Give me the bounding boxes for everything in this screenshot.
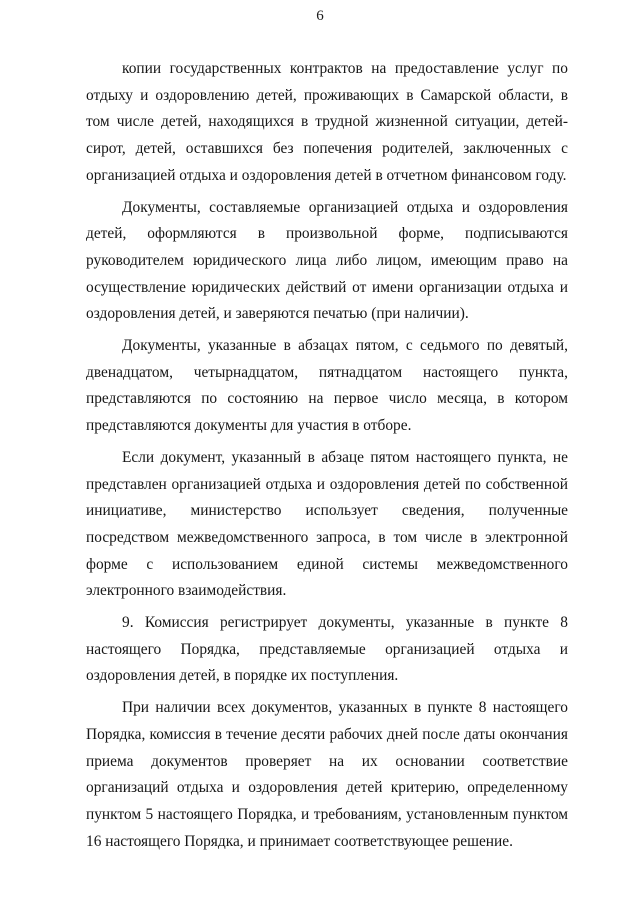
paragraph-document-form: Документы, составляемые организацией отдыха и оздоровления детей, оформляются в произвольной форме, подписываются руководителем юридического лица либо лицом, имеющим право на осуществление юридических действий от имени организации отдыха и оздоровления детей, и заверяются печатью (при наличии). bbox=[86, 198, 568, 323]
document-body bbox=[86, 56, 568, 860]
page-number: 6 bbox=[316, 8, 324, 24]
paragraph-interagency-request: Если документ, указанный в абзаце пятом настоящего пункта, не представлен организацией отдыха и оздоровления детей по собственной инициативе, министерство использует сведения, полученные посредством межведомственного запроса, в том числе в электронной форме с использованием единой системы межведомственного электронного взаимодействия. bbox=[86, 448, 568, 600]
paragraph-document-date: Документы, указанные в абзацах пятом, с седьмого по девятый, двенадцатом, четырнадцатом, пятнадцатом настоящего пункта, представляются по состоянию на первое число месяца, в котором представляются документы для участия в отборе. bbox=[86, 337, 568, 435]
paragraph-contracts-continuation: копии государственных контрактов на предоставление услуг по отдыху и оздоровлению детей, проживающих в Самарской области, в том числе детей, находящихся в трудной жизненной ситуации, детей-сирот, детей, оставшихся без попечения родителей, заключенных с организацией отдыха и оздоровления детей в отчетном финансовом году. bbox=[86, 60, 568, 184]
paragraph-item-9: 9. Комиссия регистрирует документы, указанные в пункте 8 настоящего Порядка, представляемые организацией отдыха и оздоровления детей, в порядке их поступления. bbox=[86, 614, 568, 685]
paragraph-commission-review: При наличии всех документов, указанных в пункте 8 настоящего Порядка, комиссия в течение десяти рабочих дней после даты окончания приема документов проверяет на их основании соответствие организаций отдыха и оздоровления детей критерию, определенному пунктом 5 настоящего Порядка, и требованиям, установленным пунктом 16 настоящего Порядка, и принимает соответствующее решение. bbox=[86, 699, 568, 850]
